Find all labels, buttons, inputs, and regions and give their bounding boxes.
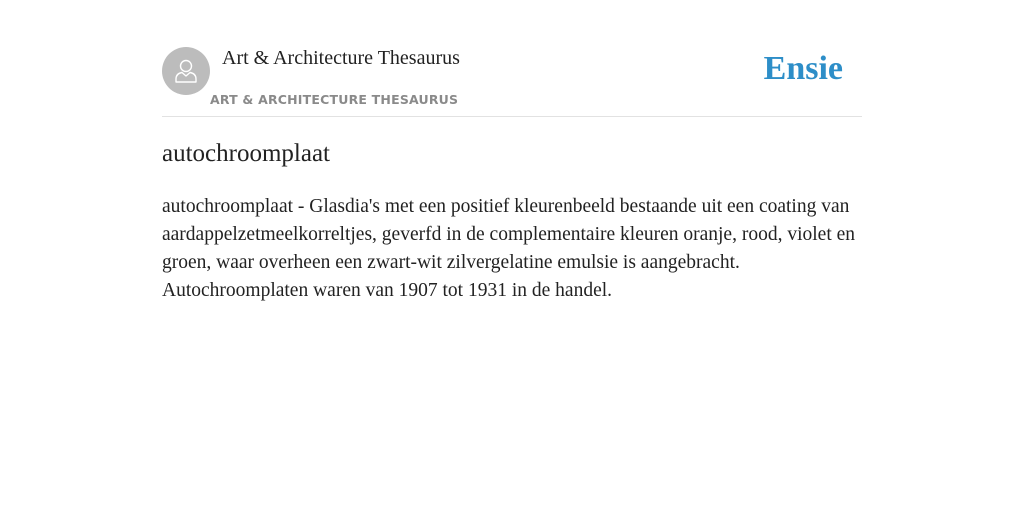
- page-container: [162, 0, 862, 301]
- user-icon: [171, 56, 201, 86]
- article-body: autochroomplaat - Glasdia's met een positief kleurenbeeld bestaande uit een coating van aardappelzetmeelkorreltjes, geverfd in de complementaire kleuren oranje, rood, violet en groen, waar overheen een zwart-wit zilvergelatine emulsie is aangebracht. Autochroomplaten waren van 1907 tot 1931 in de handel.: [162, 196, 856, 301]
- source-label[interactable]: ART & ARCHITECTURE THESAURUS: [210, 92, 459, 107]
- article-header: [162, 0, 862, 117]
- author-avatar[interactable]: [162, 47, 210, 95]
- author-name[interactable]: Art & Architecture Thesaurus: [222, 47, 460, 69]
- article-title: autochroomplaat: [162, 140, 330, 167]
- ensie-logo[interactable]: Ensie: [763, 50, 843, 87]
